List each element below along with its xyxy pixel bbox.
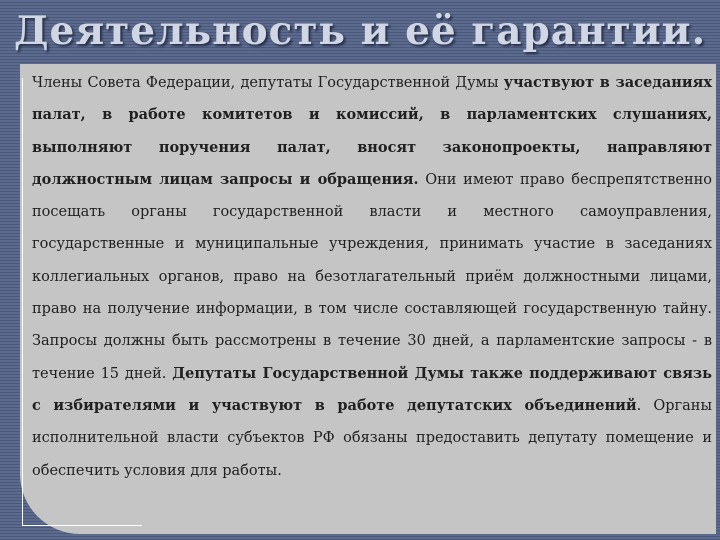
bold-text-run: Депутаты Государственной Думы также поддерживают связь с избирателями и участвуют в работе депутатских объединений: [32, 364, 712, 414]
text-run: . Органы исполнительной власти субъектов РФ обязаны предоставить депутату помещение и обеспечить условия для работы.: [32, 397, 712, 479]
decorative-bracket-line: [22, 78, 23, 526]
body-paragraph: [32, 67, 712, 487]
bold-text-run: участвуют в заседаниях палат, в работе комитетов и комиссий, в парламентских слушаниях, выполняют поручения палат, вносят законопроекты, направляют должностным лицам запросы и обращения.: [32, 74, 712, 188]
decorative-bracket-base: [22, 525, 142, 526]
text-run: Члены Совета Федерации, депутаты Государственной Думы: [32, 75, 504, 91]
text-run: Они имеют право беспрепятственно посещать органы государственной власти и местного самоуправления, государственные и муниципальные учреждения, принимать участие в заседаниях коллегиальных органов, право на безотлагательный приём должностными лицами, право на получение информации, в том числе составляющей государственную тайну. Запросы должны быть рассмотрены в течение 30 дней, а парламентские запросы - в течение 15 дней.: [32, 171, 713, 382]
slide-title: Деятельность и её гарантии.: [13, 8, 707, 54]
